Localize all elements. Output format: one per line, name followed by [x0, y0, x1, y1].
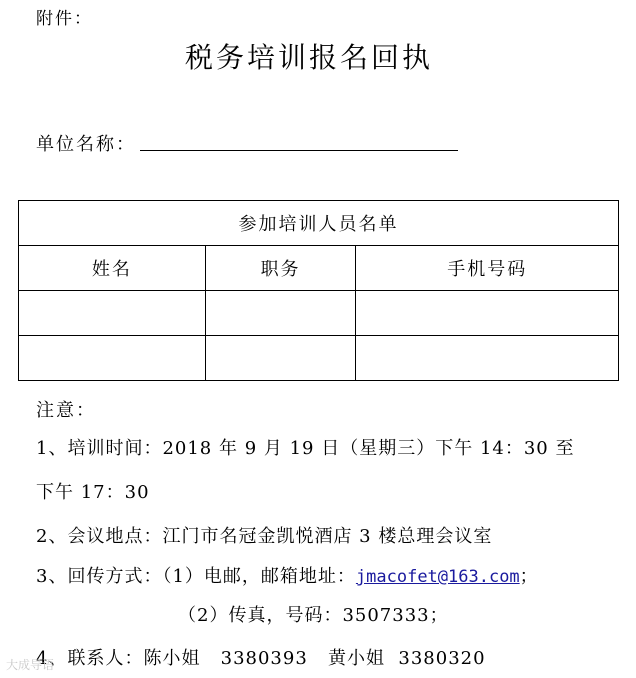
participant-table	[18, 200, 619, 381]
attachment-label: 附件：	[36, 9, 93, 29]
cell-name	[19, 291, 206, 336]
unit-name-label: 单位名称：	[36, 134, 136, 155]
note-fax: （2）传真，号码：3507333；	[178, 605, 449, 626]
cell-name	[19, 336, 206, 381]
column-position: 职务	[205, 246, 356, 291]
table-header: 参加培训人员名单	[19, 201, 619, 246]
cell-position	[205, 336, 356, 381]
table-row	[19, 336, 619, 381]
note-return-method	[36, 562, 539, 588]
column-header-row	[19, 246, 619, 291]
note-training-time-cont: 下午 17：30	[36, 482, 150, 503]
watermark: 大成导语	[6, 658, 55, 672]
note-contacts: 4、联系人：陈小姐 3380393 黄小姐 3380320	[36, 648, 486, 669]
column-name: 姓名	[19, 246, 206, 291]
return-method-suffix: ；	[519, 566, 539, 587]
note-training-time: 1、培训时间：2018 年 9 月 19 日（星期三）下午 14：30 至	[36, 438, 575, 459]
email-link[interactable]: jmacofet@163.com	[355, 567, 520, 587]
document-title: 税务培训报名回执	[184, 41, 433, 74]
unit-name-blank-line	[140, 150, 458, 151]
cell-phone	[356, 291, 619, 336]
cell-phone	[356, 336, 619, 381]
cell-position	[205, 291, 356, 336]
table-header-row	[19, 201, 619, 246]
table-row	[19, 291, 619, 336]
notes-title: 注意：	[36, 400, 96, 421]
note-venue: 2、会议地点：江门市名冠金凯悦酒店 3 楼总理会议室	[36, 526, 493, 547]
column-phone: 手机号码	[356, 246, 619, 291]
return-method-prefix: 3、回传方式：（1）电邮，邮箱地址：	[36, 566, 356, 587]
